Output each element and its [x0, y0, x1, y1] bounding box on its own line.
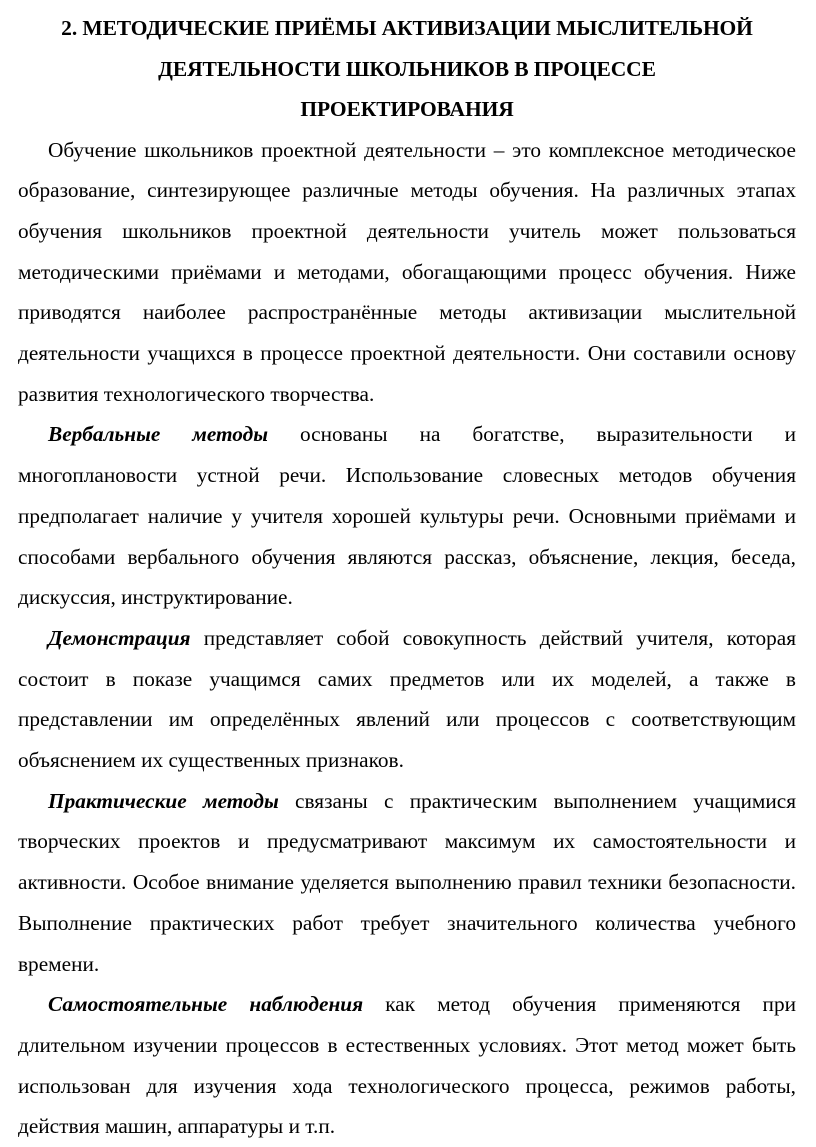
paragraph-text: основаны на богатстве, выразительности и многоплановости устной речи. Использование словесных методов обучения предполагает наличие у учителя хорошей культуры речи. Основными приёмами и способами вербального обучения являются рассказ, объяснение, лекция, беседа, дискуссия, инструктирование. — [18, 422, 796, 610]
paragraph-intro — [18, 130, 796, 415]
term-verbal-methods: Вербальные методы — [48, 422, 269, 447]
paragraph-text: связаны с практическим выполнением учащимися творческих проектов и предусматривают максимум их самостоятельности и активности. Особое внимание уделяется выполнению правил техники безопасности. Выполнение практических работ требует значительного количества учебного времени. — [18, 788, 796, 976]
term-independent-observations: Самостоятельные наблюдения — [48, 992, 364, 1017]
heading-line-3: ПРОЕКТИРОВАНИЯ — [300, 97, 514, 121]
paragraph-practical-methods — [18, 781, 796, 985]
paragraph-independent-observations — [18, 984, 796, 1147]
paragraph-text: как метод обучения применяются при длительном изучении процессов в естественных условиях. Этот метод может быть использован для изучения хода технологического процесса, режимов работы, действия машин, аппаратуры и т.п. — [18, 992, 796, 1139]
paragraph-verbal-methods — [18, 414, 796, 618]
paragraph-text: Обучение школьников проектной деятельности – это комплексное методическое образование, синтезирующее различные методы обучения. На различных этапах обучения школьников проектной деятельности учитель может пользоваться методическими приёмами и методами, обогащающими процесс обучения. Ниже приводятся наиболее распространённые методы активизации мыслительной деятельности учащихся в процессе проектной деятельности. Они составили основу развития технологического творчества. — [18, 137, 796, 406]
paragraph-text: представляет собой совокупность действий учителя, которая состоит в показе учащимся самих предметов или их моделей, а также в представлении им определённых явлений или процессов с соответствующим объяснением их существенных признаков. — [18, 625, 796, 773]
term-practical-methods: Практические методы — [48, 788, 279, 813]
paragraph-demonstration — [18, 618, 796, 781]
heading-line-2: ДЕЯТЕЛЬНОСТИ ШКОЛЬНИКОВ В ПРОЦЕССЕ — [158, 56, 656, 81]
section-heading — [18, 8, 796, 130]
heading-line-1: 2. МЕТОДИЧЕСКИЕ ПРИЁМЫ АКТИВИЗАЦИИ МЫСЛИТЕЛЬНОЙ — [61, 16, 753, 40]
term-demonstration: Демонстрация — [48, 625, 191, 650]
